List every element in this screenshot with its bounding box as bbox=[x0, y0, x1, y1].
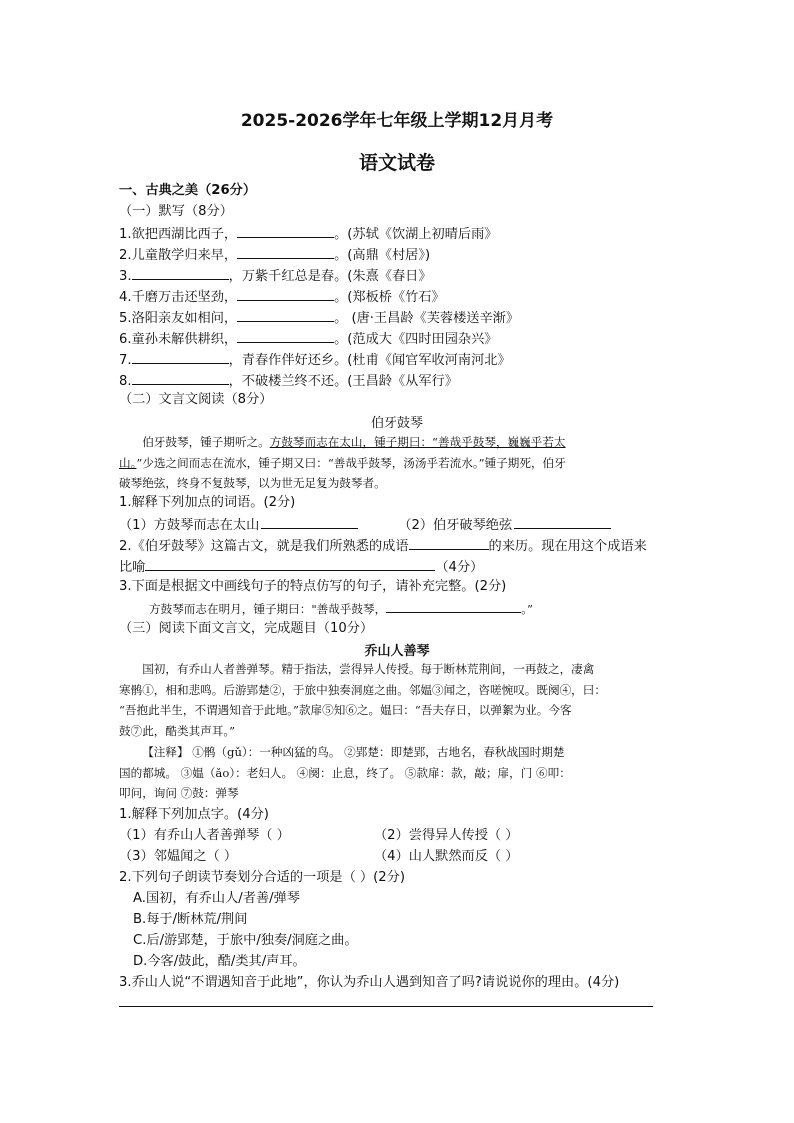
option-a[interactable]: A.国初，有乔山人/者善/弹琴 bbox=[133, 891, 300, 906]
answer-blank[interactable] bbox=[237, 223, 334, 238]
answer-blank[interactable] bbox=[386, 598, 521, 613]
answer-blank[interactable] bbox=[145, 556, 435, 571]
qiao-q2: 2.下列句子朗读节奏划分合适的一项是（ ）(2分) bbox=[119, 870, 406, 885]
dictation-q7: 7. ，青春作伴好还乡。(杜甫《闻官军收河南河北》 bbox=[119, 349, 511, 370]
answer-blank[interactable] bbox=[237, 286, 334, 301]
dictation-q8: 8. ，不破楼兰终不还。(王昌龄《从军行》 bbox=[119, 370, 458, 391]
option-c[interactable]: C.后/游郢楚，于旅中/独奏/洞庭之曲。 bbox=[133, 933, 358, 948]
dictation-q5: 5.洛阳亲友如相问， 。 (唐·王昌龄《芙蓉楼送辛渐》 bbox=[119, 307, 519, 328]
dictation-q4: 4.千磨万击还坚劲， 。(郑板桥《竹石》 bbox=[119, 286, 445, 307]
answer-blank[interactable] bbox=[514, 514, 611, 529]
answer-blank[interactable] bbox=[132, 349, 229, 364]
answer-blank[interactable] bbox=[261, 514, 358, 529]
notes: 【注释】 ①鹘（gǔ）：一种凶猛的鸟。 ②郢楚：即楚郢，古地名，春秋战国时期楚 国的都城。 ③媪（ǎo）：老妇人。 ④阕：止息，终了。 ⑤款扉：款，敲；扉，门 ⑥叩： 叩问，询问 ⑦鼓：弹琴 bbox=[119, 745, 571, 800]
answer-blank[interactable] bbox=[237, 244, 334, 259]
qiao-q1-row1: （1）有乔山人者善弹琴（ ） （2）尝得异人传授（ ） bbox=[119, 828, 519, 843]
boya-q1-items: （1）方鼓琴而志在太山 （2）伯牙破琴绝弦 bbox=[119, 514, 611, 535]
answer-blank[interactable] bbox=[237, 307, 334, 322]
answer-line[interactable] bbox=[119, 1006, 653, 1007]
boya-q1: 1.解释下列加点的词语。(2分) bbox=[119, 495, 296, 510]
exam-title: 2025-2026学年七年级上学期12月月考 bbox=[240, 111, 554, 131]
dictation-q3: 3. ，万紫千红总是春。(朱熹《春日》 bbox=[119, 265, 432, 286]
passage-title-boya: 伯牙鼓琴 bbox=[370, 416, 423, 431]
dictation-q2: 2.儿童散学归来早， 。(高鼎《村居》) bbox=[119, 244, 430, 265]
passage-qiao: 国初，有乔山人者善弹琴。精于指法，尝得异人传授。每于断林荒荆间，一再鼓之，凄禽 寒鹘①，相和悲鸣。后游郢楚②，于旅中独奏洞庭之曲。邻媪③闻之，咨嗟惋叹。既阕④，曰： “吾抱此半生，不谓遇知音于此地。”款扉⑤知⑥之。媪曰：“吾夫存日，以弹絮为业。今客 鼓⑦此，酷类其声耳。” bbox=[119, 662, 606, 738]
answer-blank[interactable] bbox=[237, 328, 334, 343]
boya-q3: 3.下面是根据文中画线句子的特点仿写的句子，请补充完整。(2分) bbox=[119, 579, 507, 594]
dictation-q6: 6.童孙未解供耕织， 。(范成大《四时田园杂兴》 bbox=[119, 328, 498, 349]
qiao-q3: 3.乔山人说“不谓遇知音于此地”，你认为乔山人遇到知音了吗?请说说你的理由。(4分) bbox=[119, 975, 620, 990]
section-heading: 一、古典之美（26分） bbox=[119, 183, 257, 198]
answer-blank[interactable] bbox=[132, 265, 229, 280]
qiao-q1-row2: （3）邻媪闻之（ ） （4）山人默然而反（ ） bbox=[119, 849, 519, 864]
option-b[interactable]: B.每于/断林荒/荆间 bbox=[133, 912, 248, 927]
part2-heading: （二）文言文阅读（8分） bbox=[119, 392, 273, 407]
answer-blank[interactable] bbox=[409, 535, 489, 550]
boya-q2-line1: 2.《伯牙鼓琴》这篇古文，就是我们所熟悉的成语 的来历。现在用这个成语来 bbox=[119, 535, 647, 556]
option-d[interactable]: D.今客/鼓此，酷/类其/声耳。 bbox=[133, 954, 306, 969]
subject-title: 语文试卷 bbox=[358, 152, 435, 174]
qiao-q1: 1.解释下列加点字。(4分) bbox=[119, 807, 269, 822]
passage-title-qiao: 乔山人善琴 bbox=[364, 644, 430, 659]
passage-boya: 伯牙鼓琴，锺子期听之。方鼓琴而志在太山，锺子期曰：“善哉乎鼓琴，巍巍乎若太 山。”少选之间而志在流水，锺子期又曰：“善哉乎鼓琴，汤汤乎若流水。”锺子期死，伯牙 破琴绝弦，终身不复鼓琴，以为世无足复为鼓琴者。 bbox=[119, 435, 566, 490]
boya-q2-line2: 比喻 （4分） bbox=[119, 556, 483, 577]
part1-heading: （一）默写（8分） bbox=[119, 204, 233, 219]
boya-q3-imitation: 方鼓琴而志在明月，锺子期曰："善哉乎鼓琴， 。” bbox=[149, 598, 533, 619]
underlined-sentence: 方鼓琴而志在太山，锺子期曰：“善哉乎鼓琴，巍巍乎若太 bbox=[269, 435, 566, 449]
dictation-q1: 1.欲把西湖比西子， 。(苏轼《饮湖上初晴后雨》 bbox=[119, 223, 498, 244]
answer-blank[interactable] bbox=[132, 370, 229, 385]
underlined-sentence-end: 山。 bbox=[119, 455, 137, 470]
part3-heading: （三）阅读下面文言文，完成题目（10分） bbox=[119, 621, 374, 636]
